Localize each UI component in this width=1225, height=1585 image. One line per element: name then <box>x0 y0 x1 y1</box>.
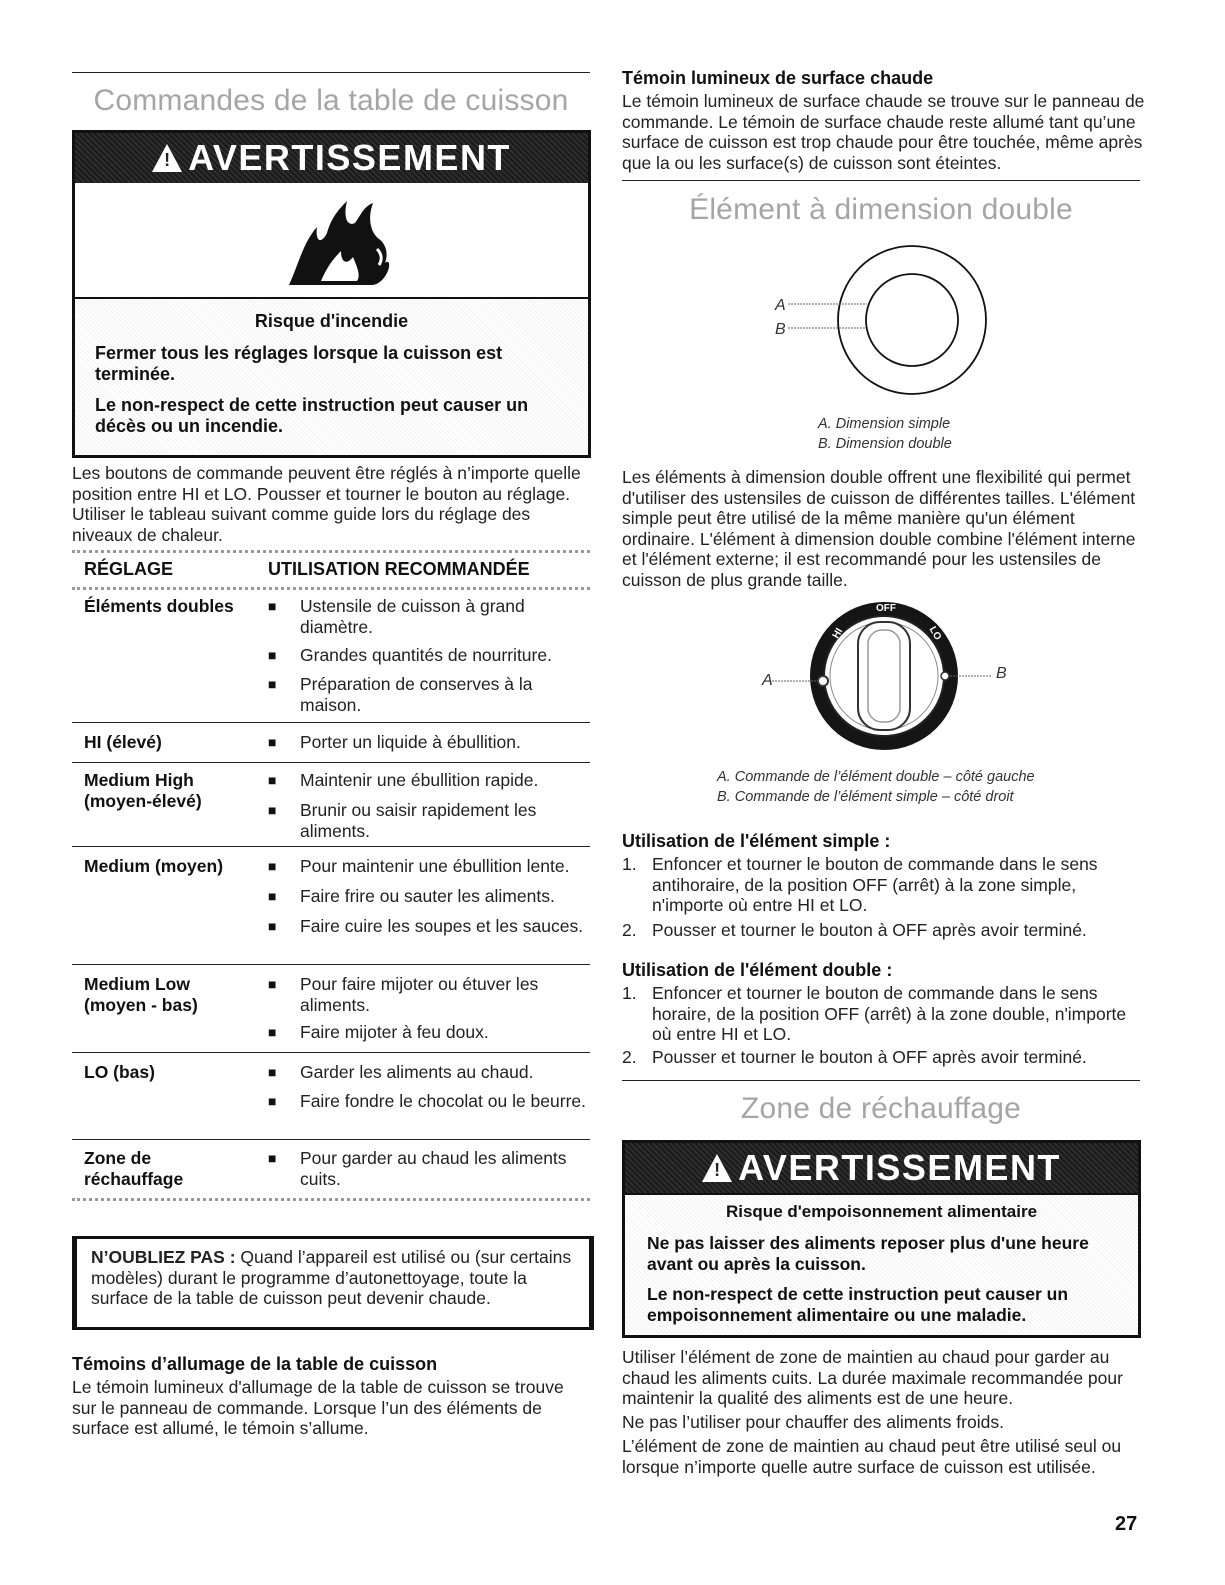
reminder-note-box <box>72 1236 594 1330</box>
table-item: Préparation de conserves à la maison. <box>300 674 533 715</box>
table-row-rule <box>72 964 590 965</box>
knob-label-b: B <box>996 665 1007 682</box>
diagram1-label-b: B <box>775 321 786 338</box>
table-col-utilisation: UTILISATION RECOMMANDÉE <box>268 559 530 579</box>
lights-text: Le témoin lumineux d'allumage de la table de cuisson se trouve sur le panneau de commande. Lorsque l’un des éléments de surface est allumé, le témoin s’allume. <box>72 1377 564 1438</box>
warning-line1: Fermer tous les réglages lorsque la cuisson est terminée. <box>95 343 503 384</box>
diagram1-caption-a: A. Dimension simple <box>818 416 951 432</box>
hot-surface-text: Le témoin lumineux de surface chaude se trouve sur le panneau de commande. Le témoin de surface chaude reste allumé tant qu’une surface de cuisson est trop chaude pour être touchée, même après que la ou les surface(s) de cuisson sont éteintes. <box>622 91 1145 173</box>
table-item: Faire cuire les soupes et les sauces. <box>300 916 584 936</box>
bullet-icon: ■ <box>268 802 277 818</box>
table-col-reglage: RÉGLAGE <box>84 559 174 579</box>
knob-lo-label: LO <box>926 624 944 643</box>
warning-hazard: Risque d'empoisonnement alimentaire <box>725 1202 1038 1221</box>
warning-text-area <box>75 297 588 454</box>
section-title-dual: Élément à dimension double <box>689 193 1073 226</box>
bullet-icon: ■ <box>268 647 277 663</box>
table-row-rule <box>72 1139 590 1140</box>
step-text: Pousser et tourner le bouton à OFF après avoir terminé. <box>652 1047 1087 1067</box>
hot-surface-heading: Témoin lumineux de surface chaude <box>622 68 934 88</box>
bullet-icon: ■ <box>268 676 277 692</box>
settings-table <box>72 550 590 1215</box>
table-bottom-rule <box>72 1198 590 1201</box>
step-number: 2. <box>622 920 637 940</box>
step-number: 1. <box>622 983 637 1003</box>
table-item: Maintenir une ébullition rapide. <box>300 770 539 790</box>
warning-line2: Le non-respect de cette instruction peut causer un empoisonnement alimentaire ou une maladie. <box>647 1284 1069 1325</box>
knob-off-label: OFF <box>876 603 896 614</box>
zone-paragraph-1: Utiliser l’élément de zone de maintien au chaud pour garder au chaud les aliments cuits. La durée maximale recommandée pour maintenir la qualité des aliments est de une heure. <box>622 1347 1123 1408</box>
table-row-label: Medium High (moyen-élevé) <box>84 770 202 811</box>
lights-heading: Témoins d’allumage de la table de cuisson <box>72 1354 438 1374</box>
warning-line1: Ne pas laisser des aliments reposer plus d'une heure avant ou après la cuisson. <box>647 1233 1089 1274</box>
warning-banner <box>75 133 588 183</box>
warning-banner-label: AVERTISSEMENT <box>738 1147 1061 1188</box>
food-warning-box <box>622 1140 1141 1338</box>
table-item: Brunir ou saisir rapidement les aliments. <box>300 800 537 841</box>
zone-paragraph-2: Ne pas l’utiliser pour chauffer des aliments froids. <box>622 1412 1004 1432</box>
bullet-icon: ■ <box>268 598 277 614</box>
double-step-2 <box>622 1047 1142 1069</box>
bullet-icon: ■ <box>268 888 277 904</box>
table-item: Faire fondre le chocolat ou le beurre. <box>300 1091 586 1111</box>
simple-step-1 <box>622 854 1142 916</box>
step-text: Enfoncer et tourner le bouton de commande dans le sens horaire, de la position OFF (arrêt) à la zone double, n'importe où entre HI et LO. <box>652 983 1127 1044</box>
table-item: Faire mijoter à feu doux. <box>300 1022 489 1042</box>
table-header <box>72 550 590 590</box>
bullet-icon: ■ <box>268 772 277 788</box>
reminder-note <box>91 1247 577 1309</box>
table-row-label: HI (élevé) <box>84 732 162 752</box>
table-row-label: Zone de réchauffage <box>84 1148 184 1189</box>
warning-banner <box>625 1143 1138 1193</box>
double-step-1 <box>622 983 1142 1045</box>
table-item: Porter un liquide à ébullition. <box>300 732 521 752</box>
section-title-zone: Zone de réchauffage <box>740 1092 1022 1125</box>
rule-dual <box>622 180 1140 181</box>
warning-triangle-icon <box>702 1154 732 1182</box>
table-item: Grandes quantités de nourriture. <box>300 645 552 665</box>
simple-step-2 <box>622 920 1142 942</box>
bullet-icon: ■ <box>268 858 277 874</box>
bullet-icon: ■ <box>268 734 277 750</box>
table-row-rule <box>72 762 590 763</box>
bullet-icon: ■ <box>268 1093 277 1109</box>
table-row-label: Medium (moyen) <box>84 856 224 876</box>
table-item: Faire frire ou sauter les aliments. <box>300 886 555 906</box>
warning-line2: Le non-respect de cette instruction peut causer un décès ou un incendie. <box>95 395 529 436</box>
warning-hazard: Risque d'incendie <box>254 311 409 331</box>
reminder-note-text: Quand l’appareil est utilisé ou (sur certains modèles) durant le programme d’autonettoyage, toute la surface de la table de cuisson peut devenir chaude. <box>91 1247 572 1308</box>
bullet-icon: ■ <box>268 918 277 934</box>
fire-warning-box <box>72 130 591 458</box>
table-row-rule <box>72 722 590 723</box>
table-row-label: Medium Low (moyen - bas) <box>84 974 198 1015</box>
table-row-label: Éléments doubles <box>84 596 234 616</box>
controls-intro: Les boutons de commande peuvent être réglés à n’importe quelle position entre HI et LO. Pousser et tourner le bouton au réglage. Utiliser le tableau suivant comme guide lors du réglage des niveaux de chaleur. <box>72 463 581 545</box>
knob-caption-b: B. Commande de l’élément simple – côté droit <box>717 789 1014 805</box>
table-item: Garder les aliments au chaud. <box>300 1062 534 1082</box>
step-number: 1. <box>622 854 637 874</box>
step-number: 2. <box>622 1047 637 1067</box>
top-rule-left <box>72 72 590 73</box>
table-item: Pour maintenir une ébullition lente. <box>300 856 570 876</box>
warning-banner-label: AVERTISSEMENT <box>188 137 511 178</box>
table-item: Ustensile de cuisson à grand diamètre. <box>300 596 525 637</box>
bullet-icon: ■ <box>268 976 277 992</box>
step-text: Pousser et tourner le bouton à OFF après avoir terminé. <box>652 920 1087 940</box>
warning-text-area <box>625 1193 1138 1334</box>
zone-paragraph-3: L’élément de zone de maintien au chaud peut être utilisé seul ou lorsque n’importe quelle autre surface de cuisson est utilisée. <box>622 1436 1122 1477</box>
diagram1-label-a: A <box>775 297 786 314</box>
fire-icon <box>281 193 393 289</box>
page-number: 27 <box>1115 1513 1138 1535</box>
bullet-icon: ■ <box>268 1150 277 1166</box>
table-row-rule <box>72 846 590 847</box>
section-title-controls: Commandes de la table de cuisson <box>93 84 569 117</box>
control-knob-diagram <box>760 600 1030 760</box>
table-item: Pour faire mijoter ou étuver les aliments. <box>300 974 539 1015</box>
reminder-note-label: N’OUBLIEZ PAS : <box>91 1247 236 1267</box>
knob-hi-label: HI <box>830 626 846 641</box>
table-item: Pour garder au chaud les aliments cuits. <box>300 1148 567 1189</box>
bullet-icon: ■ <box>268 1024 277 1040</box>
knob-caption-a: A. Commande de l’élément double – côté gauche <box>717 769 1035 785</box>
double-heading: Utilisation de l'élément double : <box>622 960 893 980</box>
dual-element-text: Les éléments à dimension double offrent une flexibilité qui permet d'utiliser des ustensiles de cuisson de différentes tailles. L'élément simple peut être utilisé de la même manière qu'un élément ordinaire. L'élément à dimension double combine l'élément interne et l'élément externe; il est recommandé pour les ustensiles de cuisson de plus grande taille. <box>622 467 1136 590</box>
warning-triangle-icon <box>152 144 182 172</box>
knob-label-a: A <box>762 672 773 689</box>
table-row-rule <box>72 1052 590 1053</box>
simple-heading: Utilisation de l'élément simple : <box>622 831 891 851</box>
dual-element-diagram <box>760 240 1000 416</box>
diagram1-caption-b: B. Dimension double <box>818 436 952 452</box>
bullet-icon: ■ <box>268 1064 277 1080</box>
rule-zone <box>622 1080 1140 1081</box>
table-row-label: LO (bas) <box>84 1062 155 1082</box>
step-text: Enfoncer et tourner le bouton de commande dans le sens antihoraire, de la position OFF (arrêt) à la zone simple, n'importe où entre HI et LO. <box>652 854 1098 915</box>
